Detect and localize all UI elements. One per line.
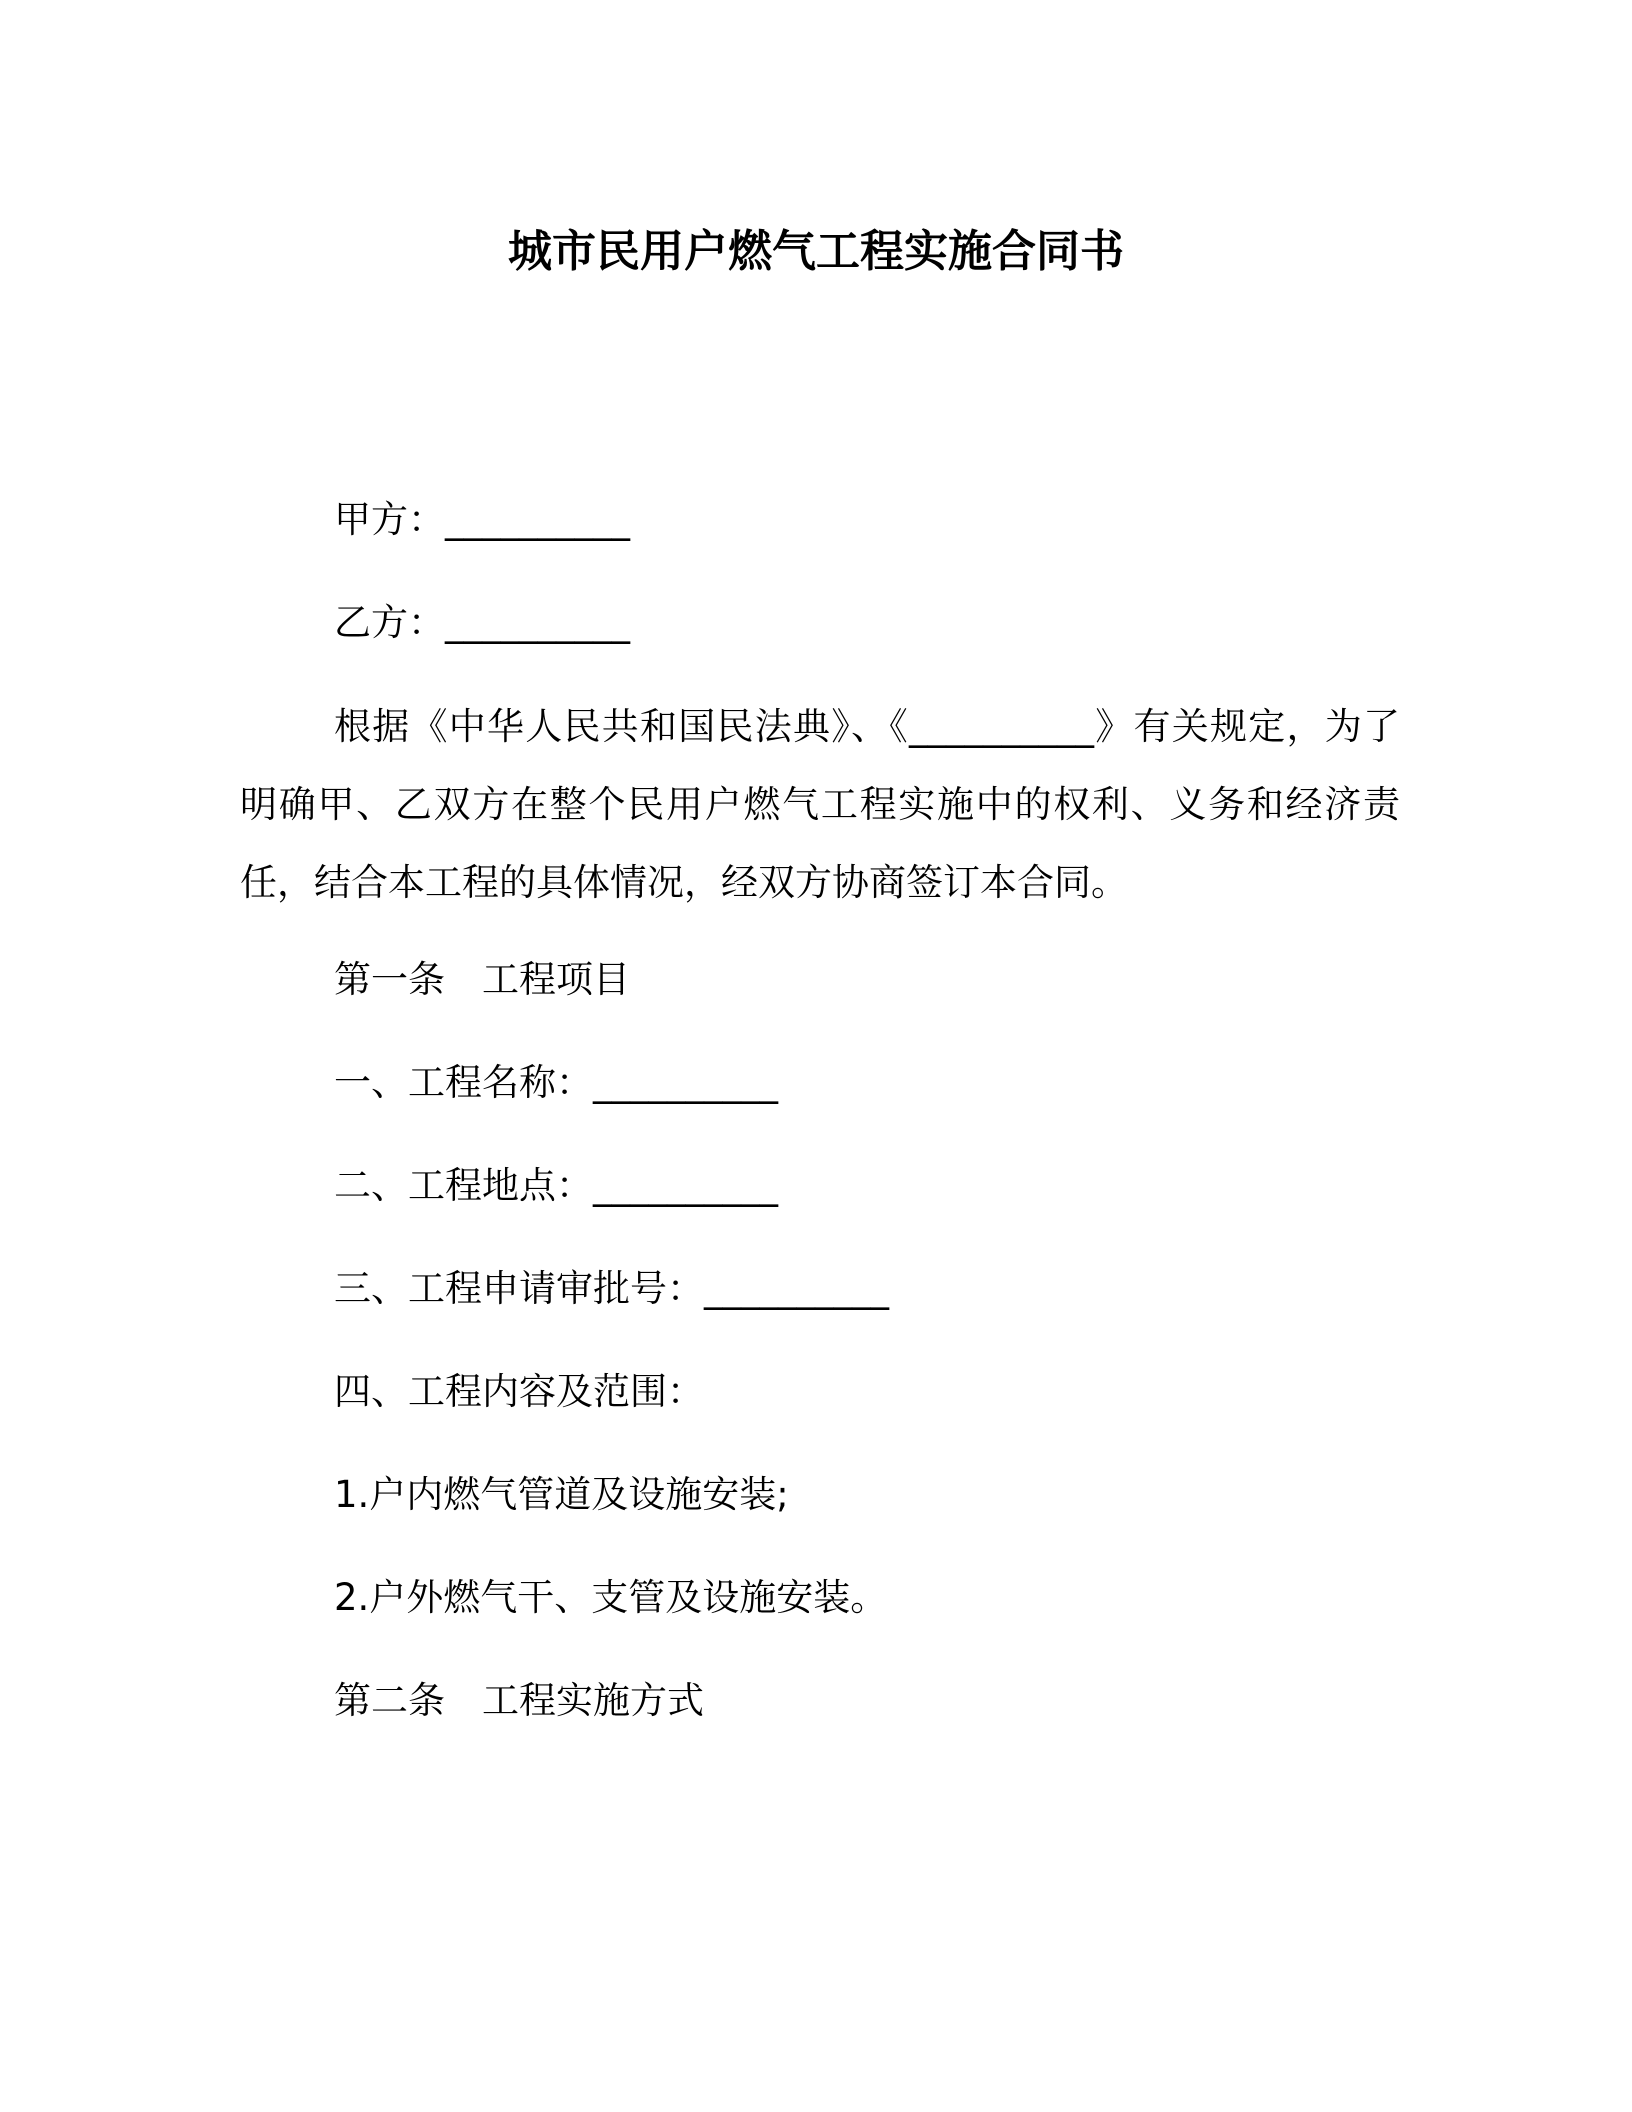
scope-heading-line: 四、工程内容及范围： [334, 1370, 704, 1413]
scope-item-1: 1.户内燃气管道及设施安装; [334, 1473, 789, 1516]
article-2-heading: 第二条 工程实施方式 [334, 1679, 704, 1722]
project-name-line: 一、工程名称：__________ [334, 1061, 778, 1104]
scope-item-2: 2.户外燃气干、支管及设施安装。 [334, 1576, 888, 1619]
document-title: 城市民用户燃气工程实施合同书 [508, 226, 1124, 277]
approval-number-line: 三、工程申请审批号：__________ [334, 1267, 889, 1310]
party-a-line: 甲方：__________ [334, 498, 630, 541]
party-b-line: 乙方：__________ [334, 601, 630, 644]
article-1-heading: 第一条 工程项目 [334, 958, 630, 1001]
intro-paragraph: 根据《中华人民共和国民法典》、《__________》有关规定，为了明确甲、乙双方在整个民用户燃气工程实施中的权利、义务和经济责任，结合本工程的具体情况，经双方协商签订本合同。 [240, 705, 1400, 904]
project-location-line: 二、工程地点：__________ [334, 1164, 778, 1207]
